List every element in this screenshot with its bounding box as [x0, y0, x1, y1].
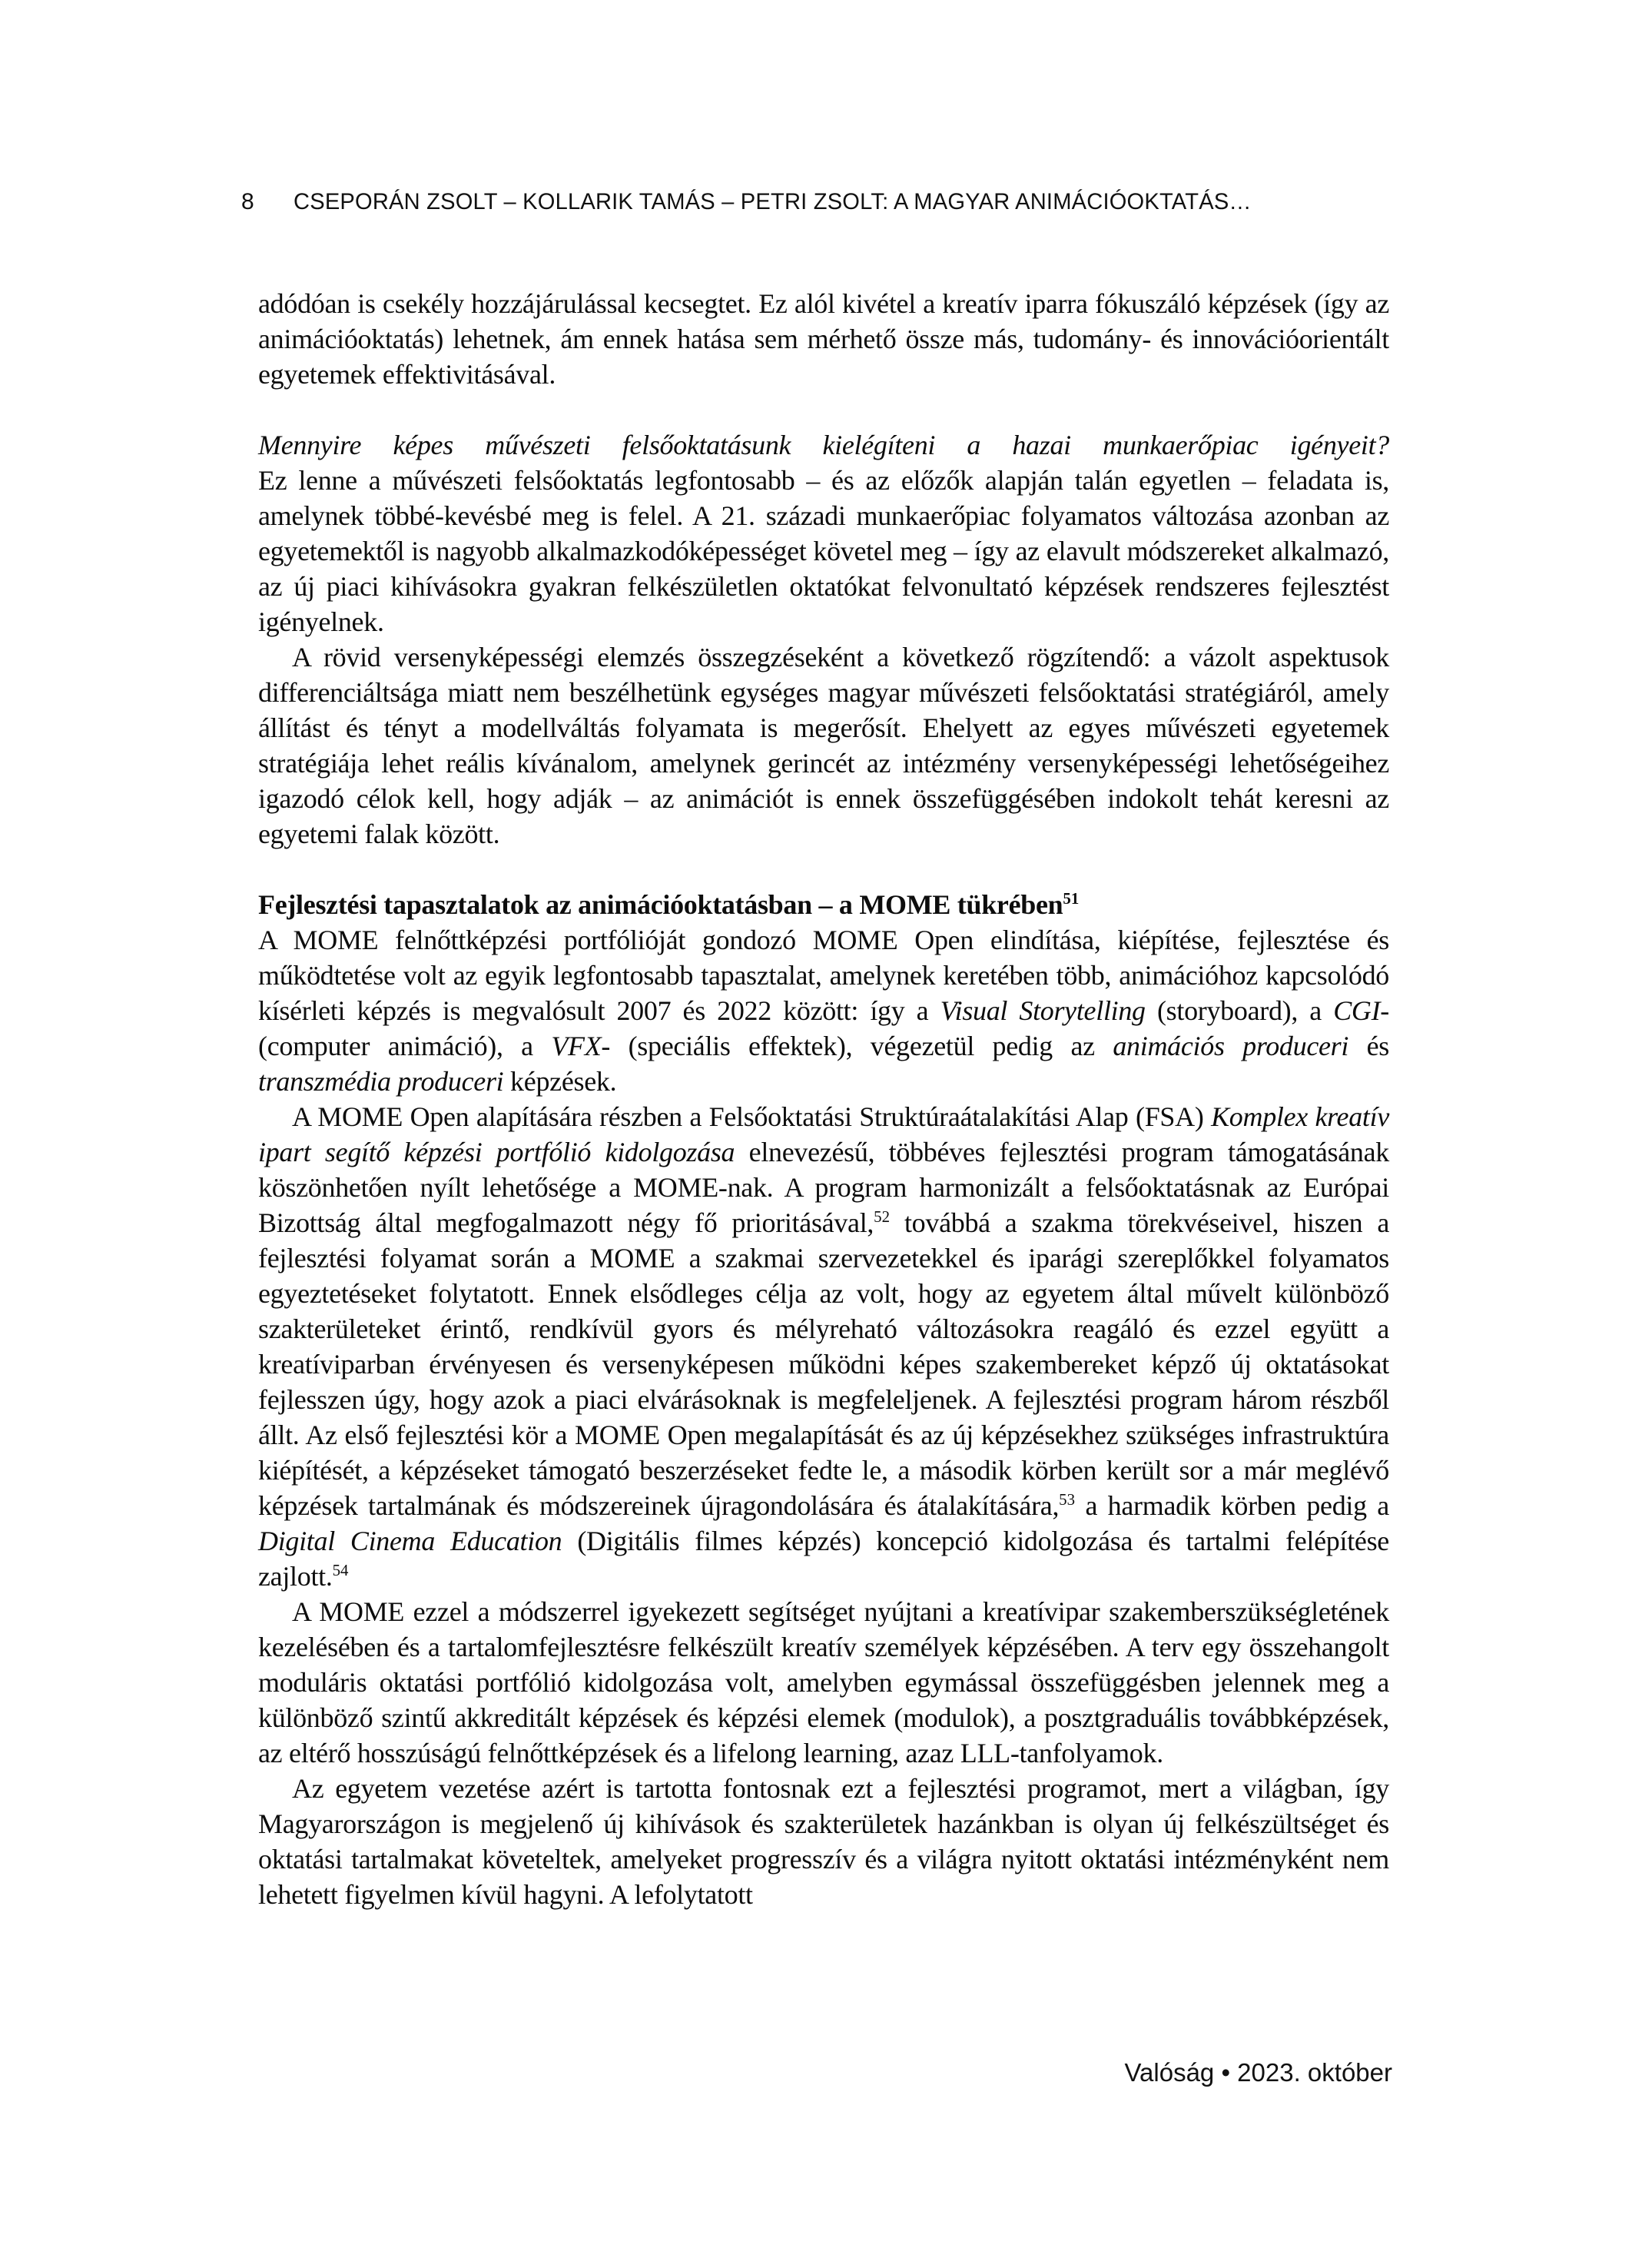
page-number: 8 — [241, 189, 254, 214]
paragraph-intro-continuation: adódóan is csekély hozzájárulással kecsegtet. Ez alól kivétel a kreatív iparra fókuszáló képzések (így az animációoktatás) lehetnek, ám ennek hatása sem mérhető össze más, tudomány- és innovációorientált egyetemek effektivitásával. — [258, 288, 1389, 390]
paragraph-fsa-program: A MOME Open alapítására részben a Felsőoktatási Struktúraátalakítási Alap (FSA) Komplex kreatív ipart segítő képzési portfólió kidolgozása elnevezésű, többéves fejlesztési program támogatásának köszönhetően nyílt lehetősége a MOME-nak. A program harmonizált a felsőoktatásnak az Európai Bizottság által megfogalmazott négy fő prioritásával,$^{52}$ továbbá a szakma törekvéseivel, hiszen a fejlesztési folyamat során a MOME a szakmai szervezetekkel és iparági szereplőkkel folyamatos egyeztetéseket folytatott. Ennek elsődleges célja az volt, hogy az egyetem által művelt különböző szakterületeket érintő, rendkívül gyors és mélyreható változásokra reagáló és ezzel együtt a kreatíviparban érvényesen és versenyképesen működni képes szakembereket képző új oktatásokat fejlesszen úgy, hogy azok a piaci elvárásoknak is megfeleljenek. A fejlesztési program három részből állt. Az első fejlesztési kör a MOME Open megalapítását és az új képzésekhez szükséges infrastruktúra kiépítését, a képzéseket támogató beszerzéseket fedte le, a második körben került sor a már meglévő képzések tartalmának és módszereinek újragondolására és átalakítására,$^{53}$ a harmadik körben pedig a Digital Cinema Education (Digitális filmes képzés) koncepció kidolgozása és tartalmi felépítése zajlott.$^{54}$ — [258, 1101, 1390, 1592]
research-question: Mennyire képes művészeti felsőoktatásunk kielégíteni a hazai munkaerőpiac igényeit? — [258, 430, 1389, 460]
paragraph-competitiveness-summary: A rövid versenyképességi elemzés összegzéseként a következő rögzítendő: a vázolt aspektusok differenciáltsága miatt nem beszélhetünk egységes magyar művészeti felsőoktatási stratégiáról, amely állítást és tényt a modellváltás folyamata is megerősít. Ehelyett az egyes művészeti egyetemek stratégiája lehet reális kívánalom, amelynek gerincét az intézmény versenyképességi lehetőségeihez igazodó célok kell, hogy adják – az animációt is ennek összefüggésében indokolt tehát keresni az egyetemi falak között. — [258, 642, 1389, 849]
paragraph-university-leadership: Az egyetem vezetése azért is tartotta fontosnak ezt a fejlesztési programot, mert a világban, így Magyarországon is megjelenő új kihívások és szakterületek hazánkban is olyan új felkészültséget és oktatási tartalmakat követeltek, amelyeket progresszív és a világra nyitott oktatási intézményként nem lehetett figyelmen kívül hagyni. A lefolytatott — [258, 1773, 1389, 1910]
paragraph-answer: Ez lenne a művészeti felsőoktatás legfontosabb – és az előzők alapján talán egyetlen – feladata is, amelynek többé-kevésbé meg is felel. A 21. századi munkaerőpiac folyamatos változása azonban az egyetemektől is nagyobb alkalmazkodóképességet követel meg – így az elavult módszereket alkalmazó, az új piaci kihívásokra gyakran felkészületlen oktatókat felvonultató képzések rendszeres fejlesztést igényelnek. — [258, 465, 1389, 637]
paragraph-mome-open: A MOME felnőttképzési portfólióját gondozó MOME Open elindítása, kiépítése, fejlesztése és működtetése volt az egyik legfontosabb tapasztalat, amelynek keretében több, animációhoz kapcsolódó kísérleti képzés is megvalósult 2007 és 2022 között: így a Visual Storytelling (storyboard), a CGI- (computer animáció), a VFX- (speciális effektek), végezetül pedig az animációs produceri és transzmédia produceri képzések. — [258, 925, 1389, 1097]
journal-footer: Valóság • 2023. október — [1124, 2058, 1392, 2087]
running-title: CSEPORÁN ZSOLT – KOLLARIK TAMÁS – PETRI ZSOLT: A MAGYAR ANIMÁCIÓOKTATÁS… — [294, 189, 1252, 214]
paragraph-modular-portfolio: A MOME ezzel a módszerrel igyekezett segítséget nyújtani a kreatívipar szakemberszükségletének kezelésében és a tartalomfejlesztésre felkészült kreatív személyek képzésében. A terv egy összehangolt moduláris oktatási portfólió kidolgozása volt, amelyben egymással összefüggésben jelennek meg a különböző szintű akkreditált képzések és képzési elemek (modulok), a posztgraduális továbbképzések, az eltérő hosszúságú felnőttképzések és a lifelong learning, azaz LLL-tanfolyamok. — [258, 1596, 1389, 1768]
section-heading-mome: Fejlesztési tapasztalatok az animációoktatásban – a MOME tükrében$^{51}$ — [258, 889, 1080, 920]
article-body — [258, 286, 1389, 1912]
running-head — [241, 189, 1394, 215]
